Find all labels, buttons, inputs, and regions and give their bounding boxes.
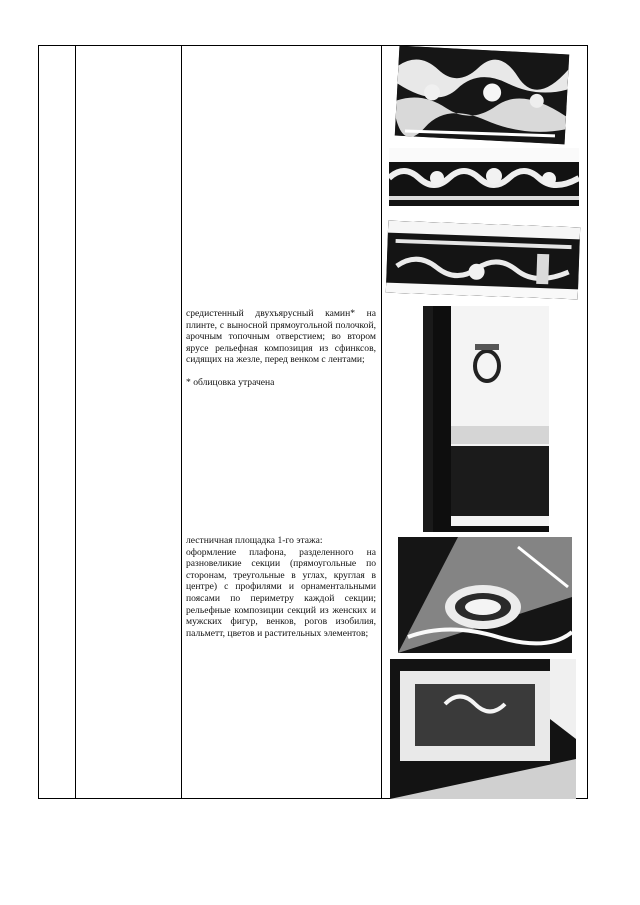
relief-panel-photo	[386, 221, 580, 300]
column-divider	[381, 45, 382, 799]
staircase-description	[186, 535, 376, 639]
staircase-heading: лестничная площадка 1-го этажа:	[186, 535, 323, 546]
column-divider	[181, 45, 182, 799]
ceiling-plafond-photo	[398, 537, 572, 653]
fireplace-description	[186, 308, 376, 389]
ceiling-corner-photo	[390, 659, 576, 799]
staircase-description-text: оформление плафона, разделенного на разновеликие секции (прямоугольные по сторонам, треугольные в углах, круглая в центре) с профилями и орнаментальными поясами по периметру каждой секции; рельефные композиции секций из женских и мужских фигур, венков, рогов изобилия, пальметт, цветов и растительных элементов;	[186, 546, 376, 639]
column-divider	[75, 45, 76, 799]
fireplace-note: * облицовка утрачена	[186, 376, 275, 388]
fireplace-description-text: средистенный двухъярусный камин* на плинте, с выносной прямоугольной полочкой, арочным топочным отверстием; во втором ярусе рельефная композиция из сфинксов, сидящих на жезле, перед венком с лентами;	[186, 308, 376, 366]
carved-frieze-photo	[395, 46, 569, 145]
ornamental-frieze-photo	[389, 148, 579, 206]
fireplace-photo	[423, 306, 549, 532]
